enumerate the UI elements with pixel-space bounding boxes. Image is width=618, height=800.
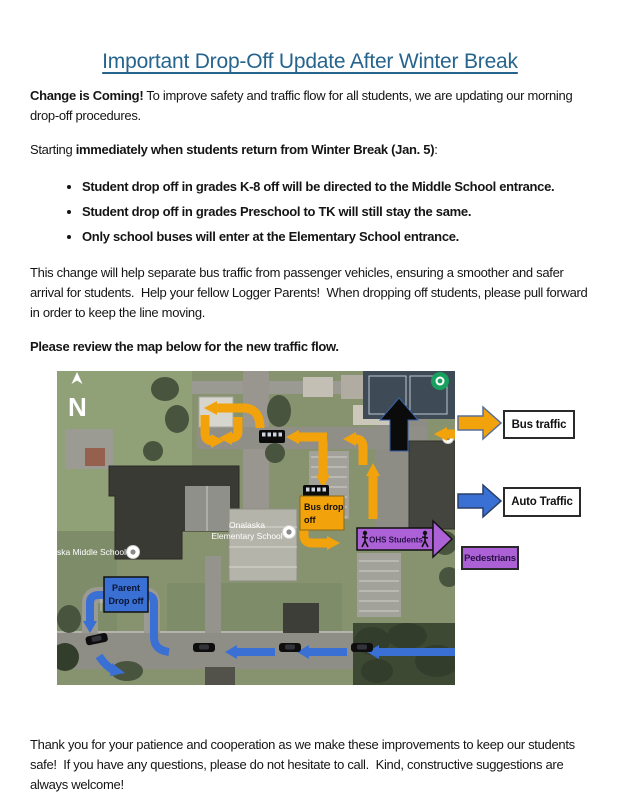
green-map-pin-icon — [431, 372, 449, 390]
legend-auto-traffic — [503, 487, 581, 517]
school-marker-middle-icon — [127, 546, 140, 559]
bullet-list — [30, 174, 590, 249]
bus-drop-label-line2: off — [304, 515, 316, 525]
bus-icon — [259, 430, 285, 443]
paragraph-traffic: This change will help separate bus traffic from passenger vehicles, ensuring a smoother and safer arrival for students. Help your fellow Logger Parents! When dropping off students, please pull forward in order to keep the line moving. — [30, 265, 591, 320]
car-icon — [351, 643, 373, 652]
bus-traffic-arrow-icon — [456, 404, 504, 442]
paragraph-map-instruction — [30, 337, 590, 357]
paragraph-starting — [30, 140, 590, 160]
starting-bold: immediately when students return from Winter Break (Jan. 5) — [75, 142, 435, 157]
bullet-item-preschool: • Student drop off in grades Preschool to TK will still stay the same. — [82, 199, 590, 224]
legend-pedestrians-label: Pedestrians — [464, 552, 516, 564]
traffic-map-svg — [57, 371, 455, 685]
elementary-school-label-line1: Onalaska — [229, 520, 265, 530]
parent-drop-label-line1: Parent — [111, 583, 141, 593]
change-coming-rest: To improve safety and traffic flow for all students, we are updating our morning drop-off procedures. — [30, 88, 576, 123]
auto-traffic-arrow-icon — [456, 482, 504, 520]
parent-drop-label-line2: Drop off — [108, 596, 144, 606]
ohs-students-label: OHS Students — [369, 535, 423, 545]
starting-suffix: : — [434, 142, 438, 157]
car-icon — [279, 643, 301, 652]
school-marker-elementary-icon — [283, 526, 296, 539]
page-title — [30, 0, 590, 74]
traffic-map — [57, 371, 455, 685]
compass-label: N — [68, 392, 87, 422]
legend-pedestrians — [461, 546, 519, 570]
change-coming-bold: Change is Coming! — [30, 88, 144, 103]
bullet-item-k8: • Student drop off in grades K-8 off will be directed to the Middle School entrance. — [82, 174, 590, 199]
page-title-text: Important Drop-Off Update After Winter Break — [102, 50, 518, 73]
elementary-school-label-line2: Elementary School — [211, 531, 283, 541]
legend-bus-traffic-label: Bus traffic — [511, 418, 567, 431]
bus-drop-label-line1: Bus drop — [304, 502, 344, 512]
parent-drop-off-callout — [104, 577, 148, 612]
map-instruction-bold: Please review the map below for the new traffic flow. — [30, 339, 339, 354]
legend-bus-traffic — [503, 410, 575, 439]
starting-prefix: Starting — [30, 142, 76, 157]
paragraph-change — [30, 86, 590, 126]
bullet-item-buses: • Only school buses will enter at the Elementary School entrance. — [82, 224, 590, 249]
middle-school-label: ska Middle School — [57, 547, 126, 557]
bus-drop-off-callout — [300, 496, 344, 530]
car-icon — [193, 643, 215, 652]
legend-auto-traffic-label: Auto Traffic — [511, 496, 573, 508]
paragraph-closing: Thank you for your patience and cooperation as we make these improvements to keep our students safe! If you have any questions, please do not hesitate to call. Kind, constructive suggestions are always welcome! — [30, 737, 579, 792]
